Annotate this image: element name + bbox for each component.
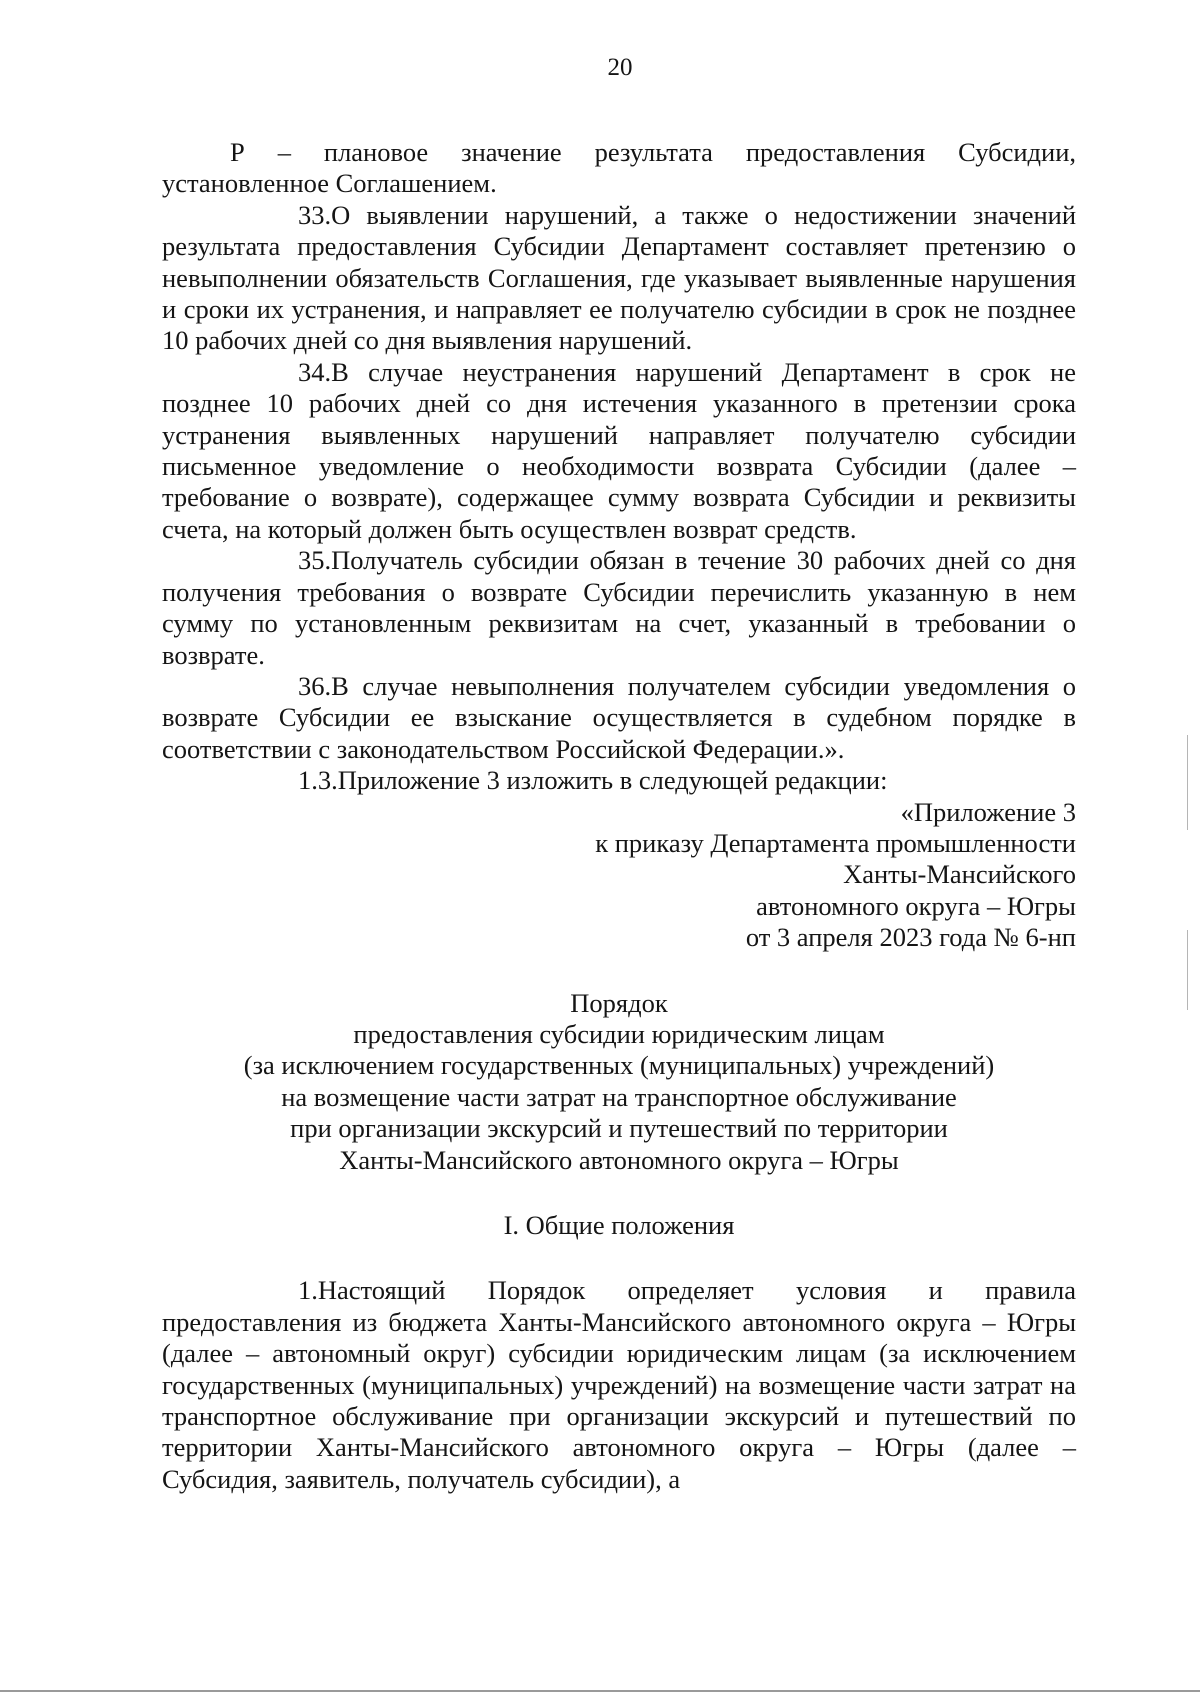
- paragraph-text: Р – плановое значение результата предоставления Субсидии, установленное Соглашением.: [162, 137, 1076, 199]
- paragraph-text: Приложение 3 изложить в следующей редакции:: [337, 765, 888, 796]
- paragraph-number: 33.: [298, 199, 332, 230]
- paragraph-text: Получатель субсидии обязан в течение 30 рабочих дней со дня получения требования о возврате Субсидии перечислить указанную в нем сумму по установленным реквизитам на счет, указанный в требовании о возврате.: [162, 545, 1076, 670]
- scan-edge-mark: [1187, 735, 1188, 830]
- paragraph-34: [162, 357, 1076, 545]
- appendix-line: Ханты-Мансийского: [843, 859, 1076, 890]
- paragraph-p-definition: [162, 137, 1076, 200]
- title-line: Порядок: [570, 987, 668, 1018]
- appendix-line: «Приложение 3: [900, 796, 1076, 827]
- paragraph-35: [162, 545, 1076, 671]
- paragraph-number: 36.: [298, 670, 332, 701]
- paragraph-number: 35.: [298, 545, 332, 576]
- appendix-reference: [162, 797, 1076, 954]
- paragraph-number: 1.3.: [298, 765, 338, 796]
- document-body: [162, 137, 1076, 1495]
- paragraph-text: Настоящий Порядок определяет условия и правила предоставления из бюджета Ханты-Мансийского автономного округа – Югры (далее – автономный округ) субсидии юридическим лицам (за исключением государственных (муниципальных) учреждений) на возмещение части затрат на транспортное обслуживание при организации экскурсий и путешествий по территории Ханты-Мансийского автономного округа – Югры (далее – Субсидия, заявитель, получатель субсидии), а: [162, 1275, 1076, 1494]
- paragraph-text: В случае невыполнения получателем субсидии уведомления о возврате Субсидии ее взыскание осуществляется в судебном порядке в соответствии с законодательством Российской Федерации.».: [162, 670, 1076, 764]
- appendix-line: автономного округа – Югры: [756, 890, 1076, 921]
- paragraph-text: В случае неустранения нарушений Департамент в срок не позднее 10 рабочих дней со дня истечения указанного в претензии срока устранения выявленных нарушений направляет получателю субсидии письменное уведомление о необходимости возврата Субсидии (далее – требование о возврате), содержащее сумму возврата Субсидии и реквизиты счета, на который должен быть осуществлен возврат средств.: [162, 356, 1076, 544]
- scan-edge-mark: [1187, 930, 1188, 1010]
- paragraph-33: [162, 200, 1076, 357]
- scan-bottom-edge: [0, 1690, 1200, 1692]
- paragraph-1: [162, 1275, 1076, 1495]
- paragraph-1-3: [162, 765, 1076, 796]
- section-heading: I. Общие положения: [503, 1210, 735, 1240]
- title-line: предоставления субсидии юридическим лицам: [353, 1018, 885, 1049]
- title-line: Ханты-Мансийского автономного округа – Югры: [339, 1144, 899, 1175]
- title-line: на возмещение части затрат на транспортное обслуживание: [281, 1081, 957, 1112]
- appendix-line: от 3 апреля 2023 года № 6-нп: [745, 922, 1076, 953]
- paragraph-36: [162, 671, 1076, 765]
- paragraph-number: 34.: [298, 356, 332, 387]
- paragraph-number: 1.: [298, 1275, 318, 1306]
- page-number: 20: [607, 54, 633, 81]
- title-line: (за исключением государственных (муниципальных) учреждений): [243, 1050, 995, 1081]
- document-title: [162, 988, 1076, 1176]
- paragraph-text: О выявлении нарушений, а также о недостижении значений результата предоставления Субсидии Департамент составляет претензию о невыполнении обязательств Соглашения, где указывает выявленные нарушения и сроки их устранения, и направляет ее получателю субсидии в срок не позднее 10 рабочих дней со дня выявления нарушений.: [162, 199, 1076, 356]
- appendix-line: к приказу Департамента промышленности: [595, 827, 1076, 858]
- title-line: при организации экскурсий и путешествий по территории: [290, 1113, 948, 1144]
